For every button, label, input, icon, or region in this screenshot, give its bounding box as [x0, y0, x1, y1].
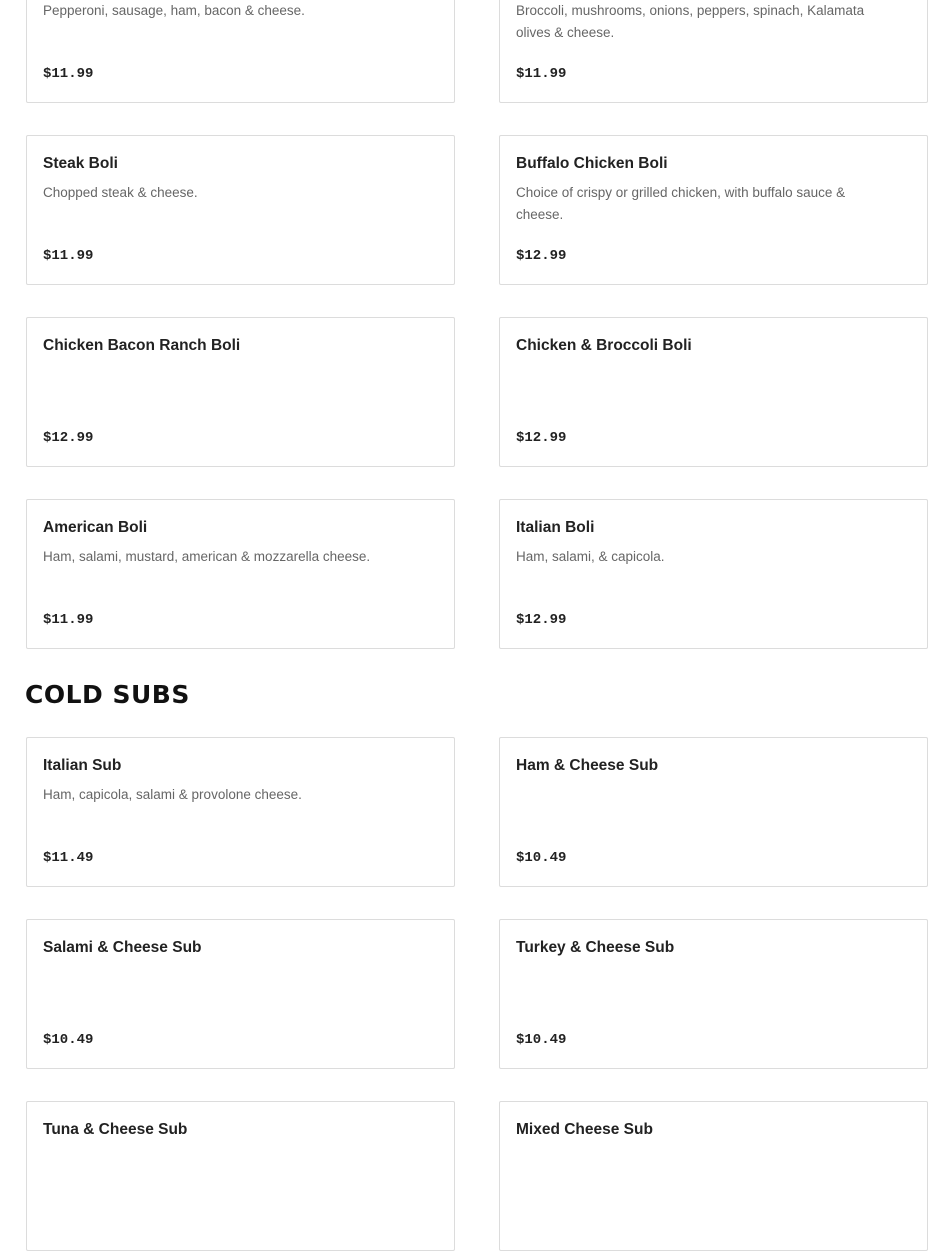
menu-item-card[interactable] — [26, 499, 455, 649]
menu-item-card[interactable] — [499, 919, 928, 1069]
section-title-cold-subs: COLD SUBS — [25, 680, 190, 709]
item-name: Italian Boli — [516, 519, 595, 536]
menu-item-card[interactable] — [499, 1101, 928, 1251]
item-price: $12.99 — [43, 430, 94, 446]
item-price: $12.99 — [516, 430, 567, 446]
item-name: Ham & Cheese Sub — [516, 757, 659, 774]
item-price: $11.49 — [43, 850, 94, 866]
item-price: $12.99 — [516, 248, 567, 264]
menu-item-card[interactable] — [499, 499, 928, 649]
item-name: Chicken & Broccoli Boli — [516, 337, 692, 354]
item-name: Turkey & Cheese Sub — [516, 939, 675, 956]
item-price: $10.49 — [516, 1032, 567, 1048]
item-name: Buffalo Chicken Boli — [516, 155, 668, 172]
item-name: American Boli — [43, 519, 148, 536]
item-description: Ham, capicola, salami & provolone cheese. — [43, 787, 302, 802]
item-description: Ham, salami, & capicola. — [516, 549, 665, 564]
menu-item-card[interactable] — [499, 317, 928, 467]
item-description: Broccoli, mushrooms, onions, peppers, spinach, Kalamata olives & cheese. — [516, 3, 865, 40]
item-name: Mixed Cheese Sub — [516, 1121, 653, 1138]
item-name: Steak Boli — [43, 155, 118, 172]
item-price: $11.99 — [43, 248, 94, 264]
item-description: Chopped steak & cheese. — [43, 185, 198, 200]
item-price: $10.49 — [43, 1032, 94, 1048]
item-price: $11.99 — [43, 66, 94, 82]
item-price: $11.99 — [516, 66, 567, 82]
menu-item-card[interactable] — [499, 135, 928, 285]
item-description: Choice of crispy or grilled chicken, with buffalo sauce & cheese. — [516, 185, 846, 222]
item-name: Salami & Cheese Sub — [43, 939, 202, 956]
menu-item-card[interactable] — [499, 737, 928, 887]
menu-item-card[interactable] — [26, 0, 455, 103]
item-price: $12.99 — [516, 612, 567, 628]
item-description: Ham, salami, mustard, american & mozzarella cheese. — [43, 549, 371, 564]
item-name: Italian Sub — [43, 757, 122, 774]
menu-item-card[interactable] — [26, 737, 455, 887]
item-price: $11.99 — [43, 612, 94, 628]
item-description: Pepperoni, sausage, ham, bacon & cheese. — [43, 3, 305, 18]
item-name: Chicken Bacon Ranch Boli — [43, 337, 241, 354]
menu-item-card[interactable] — [26, 919, 455, 1069]
menu-item-card[interactable] — [26, 1101, 455, 1251]
menu-item-card[interactable] — [26, 317, 455, 467]
menu-item-card[interactable] — [26, 135, 455, 285]
menu-item-card[interactable] — [499, 0, 928, 103]
item-name: Tuna & Cheese Sub — [43, 1121, 188, 1138]
item-price: $10.49 — [516, 850, 567, 866]
